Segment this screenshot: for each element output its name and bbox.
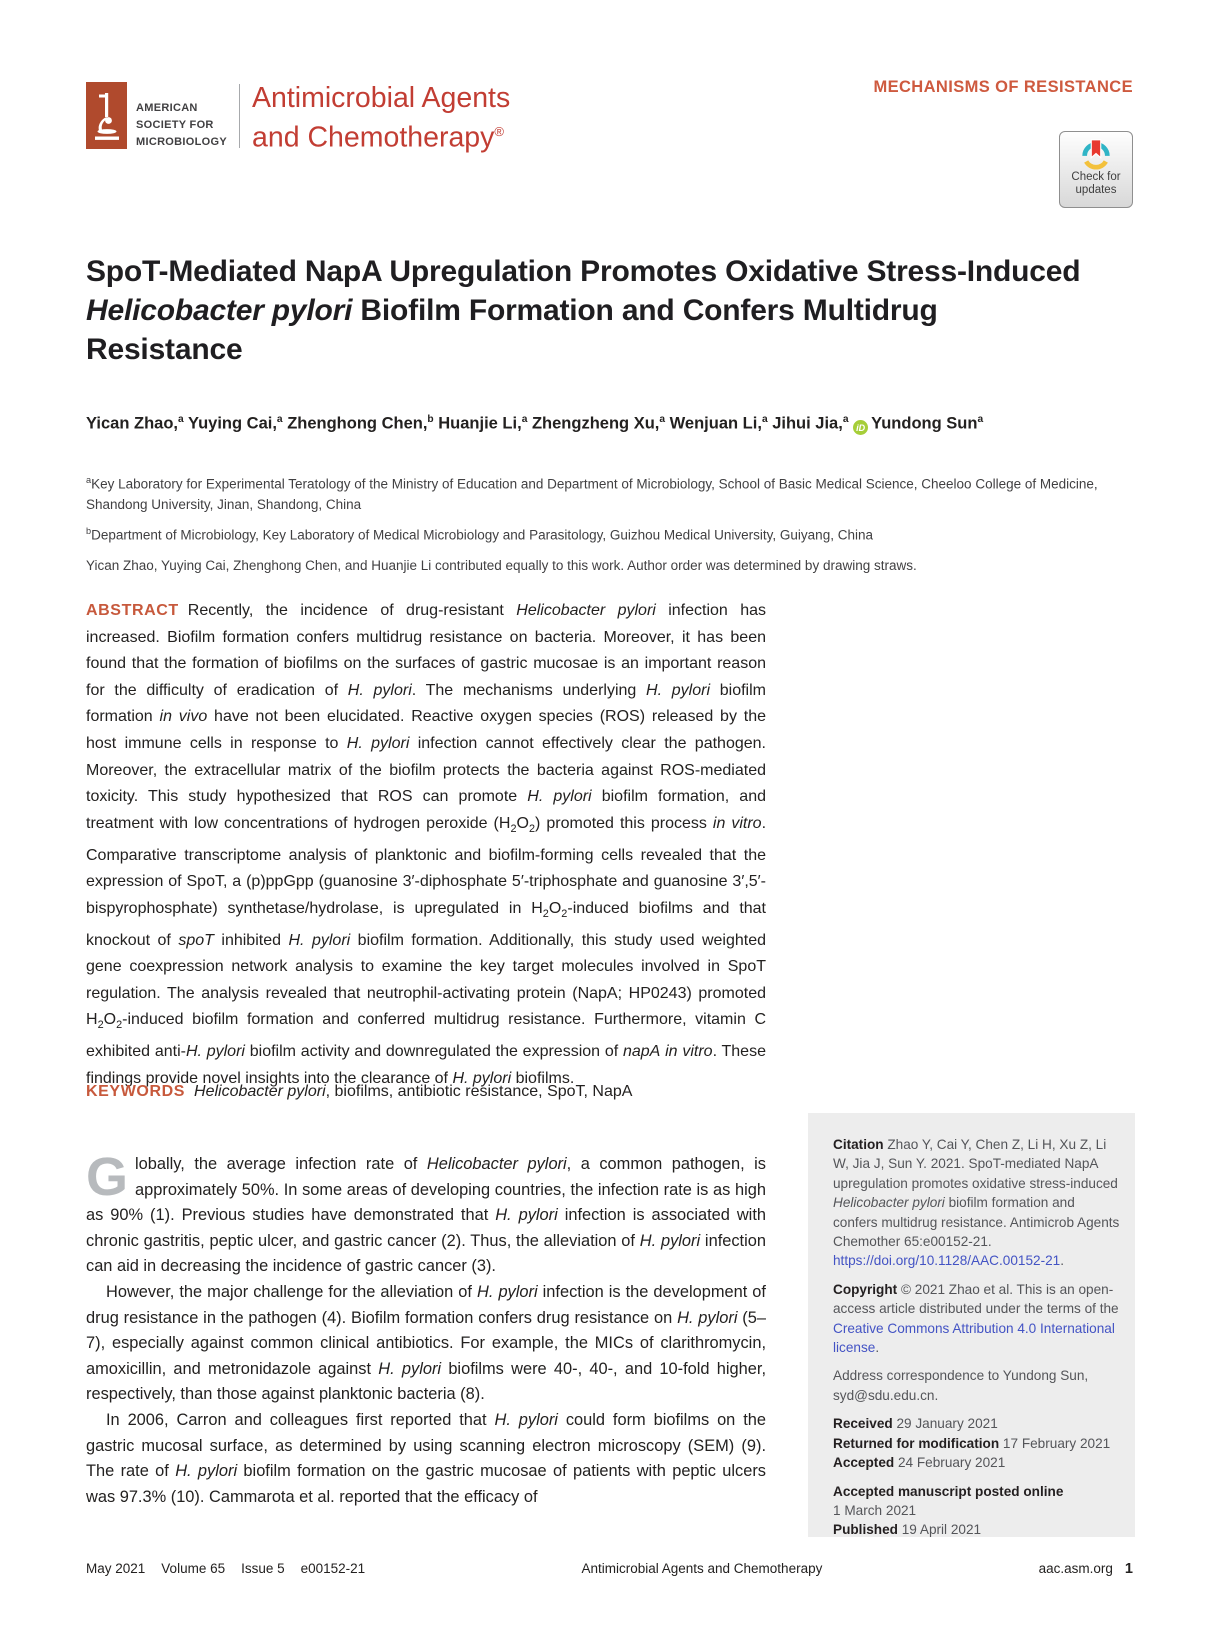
text-run: H. pylori [378,1359,442,1378]
society-name [136,100,227,151]
text-run: biofilm formation [86,681,766,726]
intro-paragraph [86,1408,766,1510]
text-run: However, the major challenge for the alleviation of [106,1282,478,1301]
citation-box [808,1113,1135,1537]
text-run: H. pylori [495,1206,558,1225]
text-run: H. pylori [527,788,592,806]
issue-volume: Volume 65 [161,1561,226,1576]
text-run: Helicobacter pylori [194,1083,326,1100]
text-run: spoT [178,931,214,949]
drop-cap: G [86,1147,129,1207]
text-run: Citation [833,1137,888,1152]
text-run: 2 [116,1019,123,1032]
text-run: . Comparative transcriptome analysis of planktonic and biofilm-forming cells revealed that the expression of SpoT, a (p)ppGpp (guanosine 3′-diphosphate 5′-triphosphate and guanosine 3′,5′-bispyrophosphate) synthetase/hydrolase, is upregulated in H [86,814,767,917]
text-run: . The mechanisms underlying [411,681,647,699]
license-link[interactable]: Creative Commons Attribution 4.0 International license [833,1320,1115,1356]
society-line: MICROBIOLOGY [136,136,227,148]
text-run: SpoT-Mediated NapA Upregulation Promotes Oxidative Stress-Induced [86,255,1081,288]
text-run: -induced biofilm formation and conferred multidrug resistance. Furthermore, vitamin C exhibited anti- [86,1011,766,1061]
check-updates-label: Check for updates [1071,171,1121,196]
text-run: 2 [561,907,568,920]
page-footer [86,1561,1133,1577]
text-run: biofilm formation and confers multidrug resistance. Antimicrob Agents Chemother 65:e00152-21. [833,1195,1120,1250]
text-run: , biofilms, antibiotic resistance, SpoT, NapA [325,1083,633,1100]
text-run: a [977,414,984,425]
text-run: H. pylori [175,1462,238,1481]
text-run: a [659,414,666,425]
text-run: a [842,414,849,425]
text-run: H. pylori [639,1231,701,1250]
text-run: Yundong Sun [871,414,978,433]
text-run: H. pylori [477,1282,538,1301]
author-list [86,414,1096,435]
text-run: Address correspondence to Yundong Sun, syd@sdu.edu.cn. [833,1368,1089,1403]
text-run: . [875,1340,880,1356]
article-category: MECHANISMS OF RESISTANCE [873,78,1133,96]
text-run: Helicobacter pylori [516,602,656,619]
text-run: biofilm formation, and treatment with low concentrations of hydrogen peroxide (H [86,788,766,832]
orcid-icon: iD [853,420,868,435]
society-line: AMERICAN [136,102,198,114]
issue-number: Issue 5 [241,1561,285,1576]
issue-info [86,1561,365,1576]
text-run: Returned for modification [833,1435,1003,1451]
text-run: Biofilm Formation and Confers Multidrug Resistance [86,294,938,366]
text-run: 2 [542,907,549,920]
text-run: H. pylori [452,1069,512,1087]
text-run: © 2021 Zhao et al. This is an open-access article distributed under the terms of the [833,1281,1119,1317]
text-run: Zhao Y, Cai Y, Chen Z, Li H, Xu Z, Li W, Jia J, Sun Y. 2021. SpoT-mediated NapA upregulation promotes oxidative stress-induced [833,1137,1118,1191]
page-number: 1 [1124,1561,1133,1577]
text-run: in vivo [159,708,208,726]
text-run: Huanjie Li, [433,414,522,433]
text-run: infection cannot effectively clear the pathogen. Moreover, the extracellular matrix of the biofilm protects the bacteria against ROS-mediated toxicity. This study hypothesized that ROS can promote [86,734,766,806]
text-run: (5–7), especially against common clinical antibiotics. For example, the MICs of clarithromycin, amoxicillin, and metronidazole against [86,1308,766,1378]
affiliations [86,470,1133,551]
text-run: , a common pathogen, is approximately 50%. In some areas of developing countries, the infection rate is as high as 90% (1). Previous studies have demonstrated that [86,1155,766,1225]
text-run: O [548,899,562,917]
citation-box-paragraph [833,1520,1121,1539]
text-run: 2 [97,1019,104,1032]
text-run: . [1060,1253,1065,1269]
text-run: a [276,414,283,425]
text-run: Accepted manuscript posted online [833,1483,1064,1499]
text-run: Accepted [833,1455,898,1471]
text-run: inhibited [213,931,289,949]
text-run: b [86,525,92,536]
text-run: Recently, the incidence of drug-resistant [187,602,517,619]
article-id: e00152-21 [300,1561,366,1576]
text-run: lobally, the average infection rate of [135,1155,427,1173]
text-run: infection is associated with chronic gastritis, peptic ulcer, and gastric cancer (2). Thus, the alleviation of [86,1206,766,1250]
text-run: a [521,414,528,425]
citation-box-paragraph [833,1280,1121,1358]
text-run: Helicobacter pylori [86,294,353,327]
text-run: have not been elucidated. Reactive oxygen species (ROS) released by the host immune cells in response to [86,708,766,752]
text-run: H. pylori [185,1043,245,1061]
text-run: Wenjuan Li, [665,414,762,433]
section-label: ABSTRACT [86,602,179,619]
text-run: H. pylori [677,1308,738,1327]
masthead [86,82,510,155]
text-run: H. pylori [347,681,412,699]
contribution-note: Yican Zhao, Yuying Cai, Zhenghong Chen, and Huanjie Li contributed equally to this work. Author order was determined by drawing straws. [86,558,917,573]
text-run: Received [833,1416,897,1432]
text-run: Department of Microbiology, Key Laboratory of Medical Microbiology and Parasitology, Guizhou Medical University, Guiyang, China [91,527,873,542]
text-run: Yican Zhao, [86,414,178,433]
text-run: could form biofilms on the gastric mucosal surface, as determined by using scanning electron microscopy (SEM) (9). The rate of [86,1410,766,1481]
registered-mark: ® [494,124,504,139]
text-run: Helicobacter pylori [833,1195,945,1211]
text-run: Helicobacter pylori [426,1155,567,1173]
text-run: H. pylori [346,734,410,752]
citation-box-paragraph [833,1414,1121,1433]
text-run: O [516,814,529,832]
text-run: in vitro [712,814,762,832]
text-run: biofilm formation. Additionally, this study used weighted gene coexpression network analysis to examine the key target molecules involved in SpoT regulation. The analysis revealed that neutrophil-activating protein (NapA; HP0243) promoted H [86,931,766,1029]
issue-date: May 2021 [86,1561,146,1576]
text-run: -induced biofilms and that knockout of [86,899,766,949]
text-run: 24 February 2021 [897,1455,1006,1471]
text-run: Key Laboratory for Experimental Teratology of the Ministry of Education and Department of Microbiology, School of Basic Medical Science, Cheeloo College of Medicine, Shandong University, Jinan, Shandong, China [86,476,1098,512]
text-run: biofilm activity and downregulated the expression of [244,1043,623,1061]
text-run: O [103,1011,117,1029]
text-run: Jihui Jia, [767,414,843,433]
text-run: ) promoted this process [535,814,713,832]
text-run: infection has increased. Biofilm formation confers multidrug resistance on bacteria. Moreover, it has been found that the formation of biofilms on the surfaces of gastric mucosae is an important reason for the difficulty of eradication of [86,602,766,699]
journal-title [252,82,510,155]
affiliation [86,521,1133,546]
journal-website[interactable]: aac.asm.org [1038,1561,1113,1576]
citation-box-paragraph [833,1366,1121,1405]
introduction [86,1147,766,1510]
footer-right [1039,1561,1133,1577]
text-run: In 2006, Carron and colleagues first reported that [106,1410,495,1429]
text-run: biofilms were 40-, 40-, and 10-fold higher, respectively, than those against planktonic bacteria (8). [86,1359,766,1404]
text-run: 1 March 2021 [833,1502,917,1518]
abstract [86,598,766,1092]
keywords [86,1083,766,1101]
microscope-icon [92,90,122,142]
text-run: napA [622,1043,661,1061]
text-run: infection can aid in decreasing the incidence of gastric cancer (3). [86,1231,766,1276]
asm-logo [86,82,127,149]
text-run: Published [833,1522,902,1538]
text-run: biofilms. [511,1069,575,1087]
citation-box-paragraph [833,1434,1121,1453]
society-line: SOCIETY FOR [136,119,214,131]
text-run: Yuying Cai, [183,414,277,433]
text-run: in vitro [665,1043,713,1061]
text-run: Zhenghong Chen, [282,414,428,433]
text-run: 2 [510,822,517,835]
journal-title-line: and Chemotherapy® [252,121,504,154]
citation-box-paragraph [833,1135,1121,1271]
text-run: H. pylori [646,681,711,699]
text-run: a [178,414,184,425]
check-updates-icon [1079,136,1113,170]
text-run: a [86,475,92,485]
citation-box-paragraph [833,1453,1121,1472]
text-run: H. pylori [288,931,351,949]
intro-paragraph [86,1280,766,1408]
journal-title-line: Antimicrobial Agents [252,82,511,114]
check-for-updates-button[interactable] [1059,131,1133,208]
intro-paragraph [86,1147,766,1280]
article-title [86,252,1096,369]
text-run: 19 April 2021 [901,1522,982,1538]
footer-journal-name: Antimicrobial Agents and Chemotherapy [581,1561,823,1576]
text-run: 17 February 2021 [1002,1435,1111,1451]
citation-box-paragraph [833,1482,1121,1521]
text-run: . These findings provide novel insights into the clearance of [86,1043,766,1087]
text-run: 29 January 2021 [896,1416,998,1432]
masthead-divider [239,84,240,148]
text-run: a [761,414,768,425]
section-label: KEYWORDS [86,1083,186,1100]
text-run: 2 [528,822,536,835]
affiliation [86,470,1133,515]
text-run: b [427,414,434,425]
text-run: H. pylori [494,1410,558,1429]
text-run: biofilm formation on the gastric mucosae of patients with peptic ulcers was 97.3% (10). Cammarota et al. reported that the efficacy of [86,1462,766,1506]
doi-link[interactable]: https://doi.org/10.1128/AAC.00152-21 [833,1253,1061,1269]
text-run: Zhengzheng Xu, [527,414,660,433]
text-run: infection is the development of drug resistance in the pathogen (4). Biofilm formation confers drug resistance on [86,1282,766,1327]
text-run: Copyright [833,1281,901,1297]
